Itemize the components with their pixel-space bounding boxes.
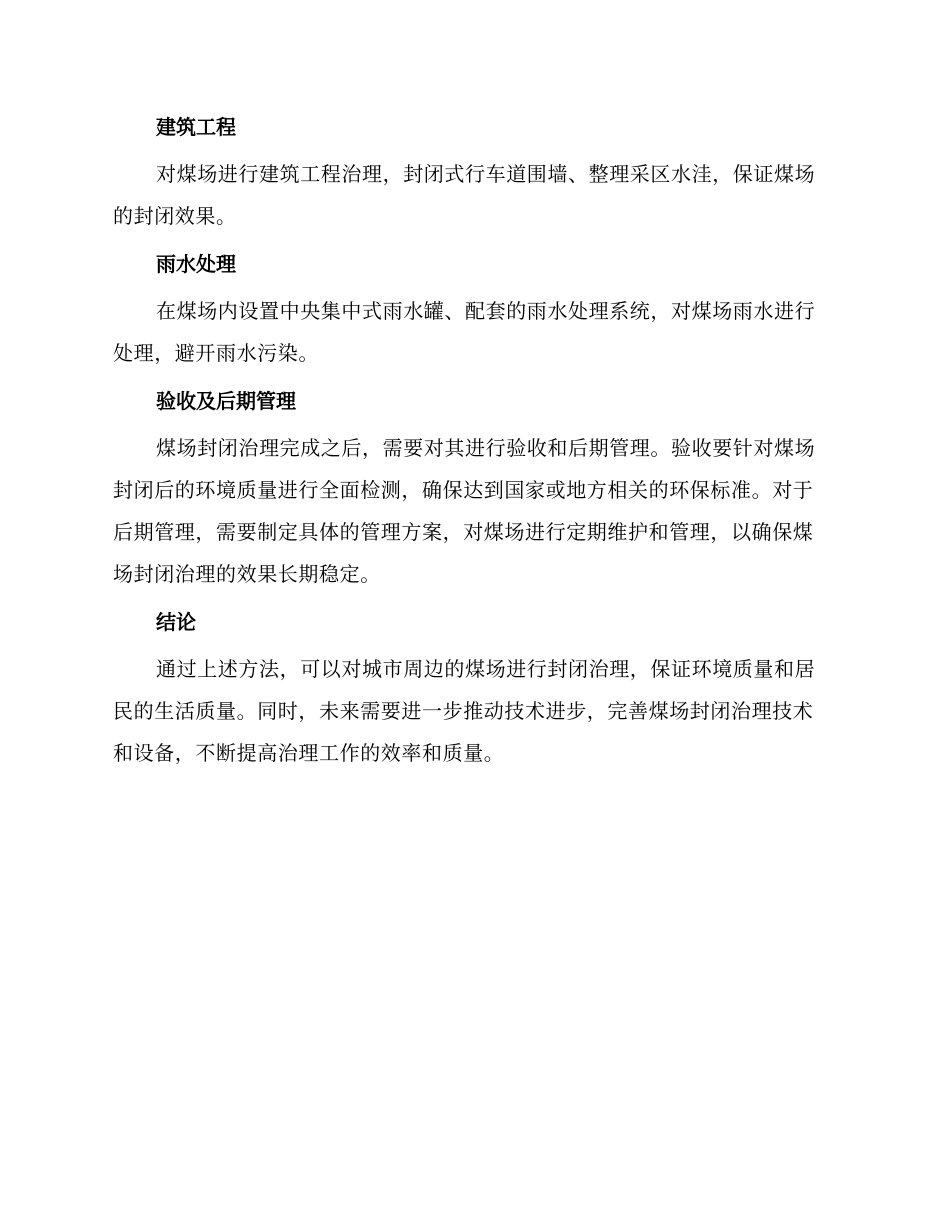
section-heading-rainwater: 雨水处理 [156, 252, 236, 276]
section-body-acceptance: 煤场封闭治理完成之后，需要对其进行验收和后期管理。验收要针对煤场封闭后的环境质量进行全面检测，确保达到国家或地方相关的环保标准。对于后期管理，需要制定具体的管理方案，对煤场进行定期维护和管理，以确保煤场封闭治理的效果长期稳定。 [113, 436, 816, 586]
section-body-conclusion: 通过上述方法，可以对城市周边的煤场进行封闭治理，保证环境质量和居民的生活质量。同时，未来需要进一步推动技术进步，完善煤场封闭治理技术和设备，不断提高治理工作的效率和质量。 [113, 657, 816, 765]
section-body-rainwater: 在煤场内设置中央集中式雨水罐、配套的雨水处理系统，对煤场雨水进行处理，避开雨水污染。 [113, 299, 816, 365]
section-heading-construction: 建筑工程 [156, 115, 236, 139]
section-heading-acceptance: 验收及后期管理 [156, 389, 296, 413]
section-body-construction: 对煤场进行建筑工程治理，封闭式行车道围墙、整理采区水洼，保证煤场的封闭效果。 [113, 162, 816, 228]
document-page [113, 108, 833, 774]
section-heading-conclusion: 结论 [156, 610, 196, 634]
